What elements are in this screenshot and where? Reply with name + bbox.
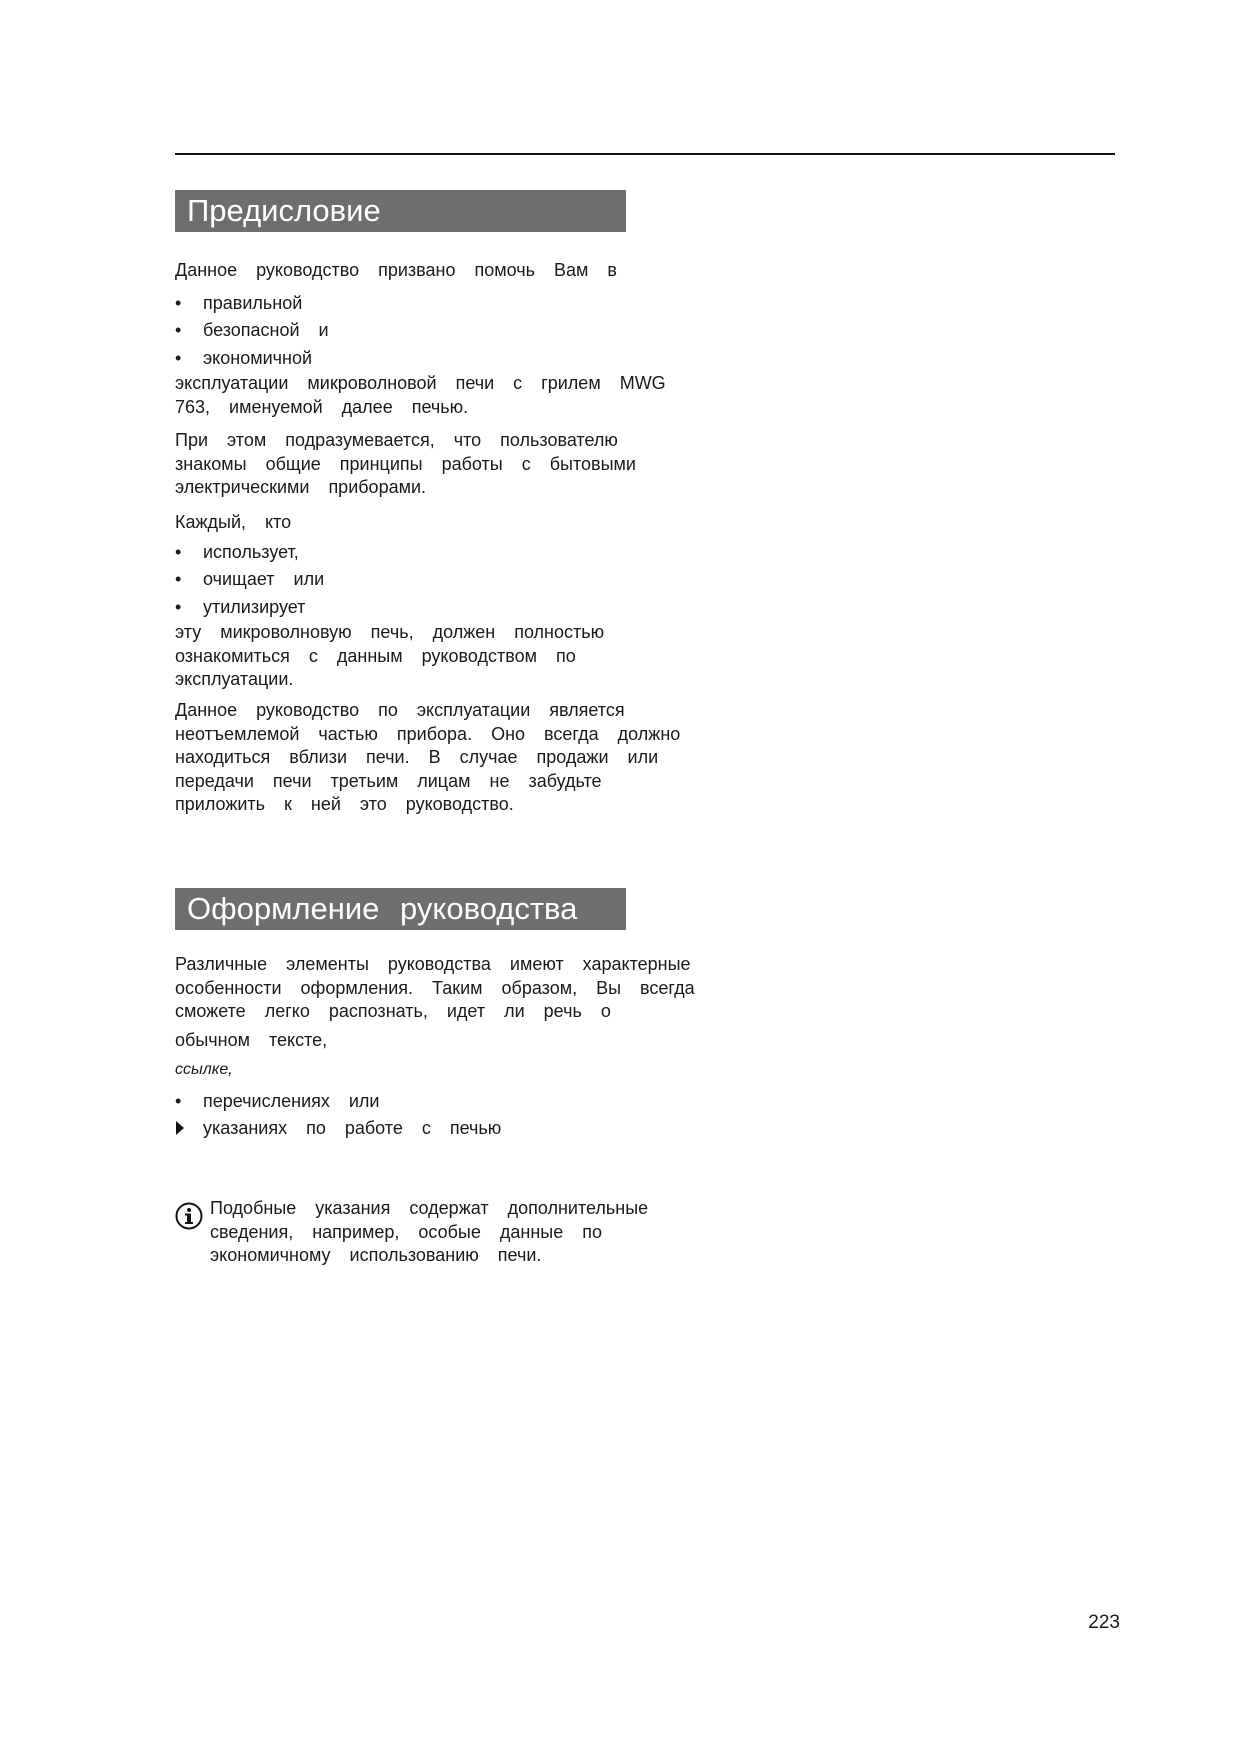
foreword-who-block	[175, 511, 695, 692]
bullet-dot: •	[175, 292, 182, 313]
bullet-dot: •	[175, 569, 182, 589]
info-circle-icon	[175, 1202, 203, 1230]
section-foreword-body	[175, 259, 695, 419]
list-item: • безопасной и	[175, 317, 695, 345]
foreword-bullets	[175, 290, 695, 373]
foreword-assumption: При этом подразумевается, что пользователю знакомы общие принципы работы с бытовыми электрическими приборами.	[175, 430, 636, 497]
foreword-operation: эксплуатации микроволновой печи с грилем MWG 763, именуемой далее печью.	[175, 373, 666, 417]
triangle-right-icon	[175, 1115, 195, 1145]
layout-list	[175, 1088, 695, 1143]
layout-intro: Различные элементы руководства имеют характерные особенности оформления. Таким образом, Вы всегда сможете легко распознать, идет ли речь о	[175, 954, 695, 1021]
list-item: указаниях по работе с печью	[175, 1115, 695, 1143]
list-item: • утилизирует	[175, 594, 695, 622]
bullet-dot: •	[175, 1090, 182, 1111]
layout-plain-text: обычном тексте,	[175, 1029, 328, 1050]
page-number: 223	[1088, 1612, 1120, 1633]
section-header-foreword: Предисловие	[175, 190, 626, 232]
foreword-intro: Данное руководство призвано помочь Вам в	[175, 260, 617, 280]
section-layout-body	[175, 953, 695, 1143]
bullet-dot: •	[175, 596, 182, 617]
layout-link-text: ссылке,	[175, 1061, 233, 1078]
list-item: • правильной	[175, 290, 695, 318]
bullet-dot: •	[175, 347, 182, 368]
list-item: • очищает или	[175, 566, 695, 594]
list-item: • использует,	[175, 539, 695, 567]
foreword-integral-block	[175, 699, 695, 817]
section-header-layout: Оформление руководства	[175, 888, 626, 930]
bullet-dot: •	[175, 320, 182, 340]
foreword-integral: Данное руководство по эксплуатации является неотъемлемой частью прибора. Оно всегда должно находиться вблизи печи. В случае продажи или передачи печи третьим лицам не забудьте приложить к ней это руководство.	[175, 700, 681, 814]
list-item: • экономичной	[175, 345, 695, 373]
foreword-who: Каждый, кто	[175, 512, 292, 532]
foreword-must-read: эту микроволновую печь, должен полностью ознакомиться с данным руководством по эксплуатации.	[175, 622, 605, 689]
foreword-assumption-block	[175, 429, 695, 500]
top-rule	[175, 153, 1115, 155]
bullet-dot: •	[175, 541, 182, 562]
list-item: • перечислениях или	[175, 1088, 695, 1116]
info-note: Подобные указания содержат дополнительные сведения, например, особые данные по экономичному использованию печи.	[210, 1198, 649, 1265]
foreword-who-bullets	[175, 539, 695, 622]
